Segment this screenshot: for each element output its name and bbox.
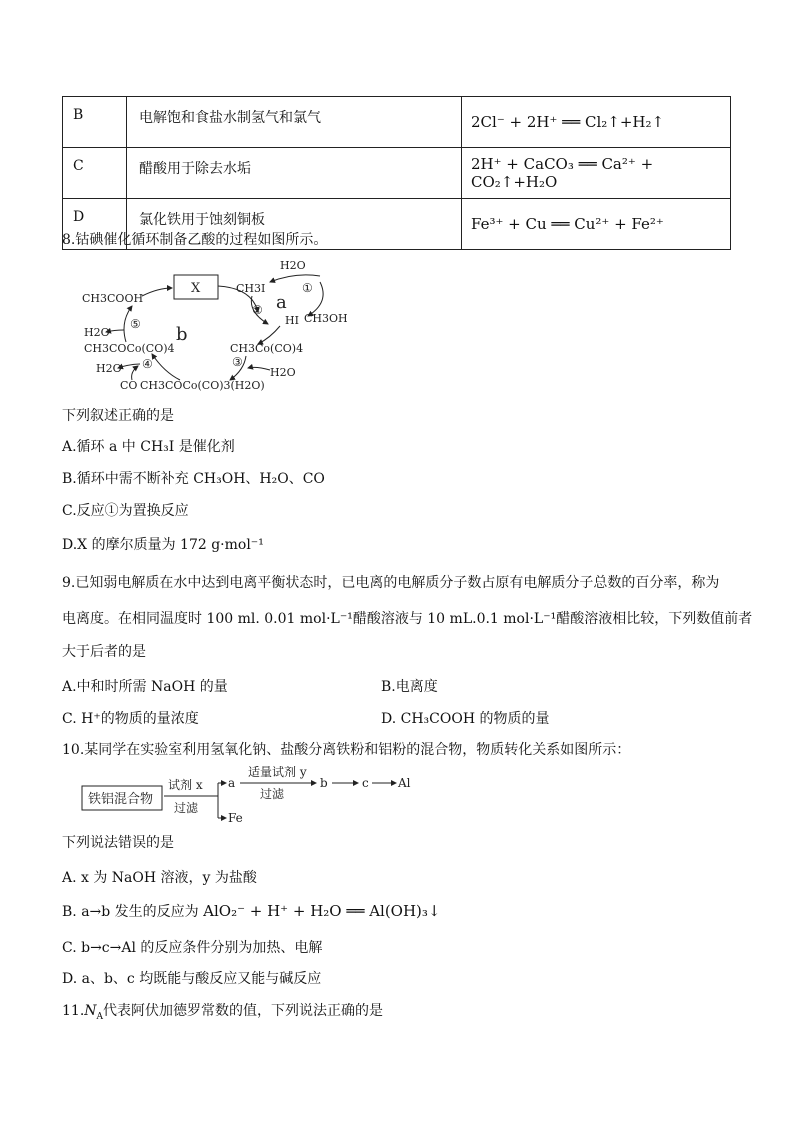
cycle-a-label: a: [276, 292, 287, 313]
q9-option-d: D. CH₃COOH 的物质的量: [381, 711, 550, 727]
q11-na-symbol: N: [84, 1003, 97, 1019]
cycle-b-label: b: [176, 324, 188, 345]
q9-stem-line3: 大于后者的是: [62, 644, 146, 660]
q11-na-subscript: A: [96, 1011, 104, 1022]
q8-catalytic-cycle-diagram: [80, 252, 352, 394]
reagent-y-label: 适量试剂 y: [248, 766, 307, 779]
ch3oh-label: CH3OH: [304, 312, 348, 325]
reagent-x-label: 试剂 x: [168, 778, 203, 792]
mixture-label: 铁铝混合物: [88, 792, 154, 807]
co-label: CO: [120, 379, 138, 392]
x-label: X: [191, 281, 201, 296]
row-label: D: [63, 199, 127, 250]
ch3co4-label: CH3Co(CO)4: [230, 342, 304, 355]
row-equation: Fe³⁺ + Cu ══ Cu²⁺ + Fe²⁺: [462, 199, 731, 250]
q8-stem: 8.钴碘催化循环制备乙酸的过程如图所示。: [62, 232, 328, 248]
a-label: a: [228, 776, 236, 790]
b-label: b: [320, 776, 328, 790]
q8-prompt: 下列叙述正确的是: [62, 408, 174, 424]
h2o-4-label: H2O: [96, 362, 122, 375]
q8-option-b: B.循环中需不断补充 CH₃OH、H₂O、CO: [62, 471, 325, 487]
q10-flow-diagram: [80, 766, 420, 824]
row-label: C: [63, 148, 127, 199]
step-2-label: ②: [252, 303, 263, 317]
step-5-label: ⑤: [130, 317, 141, 331]
al-label: Al: [398, 776, 411, 790]
table-row: [63, 148, 731, 199]
q10-stem: 10.某同学在实验室利用氢氧化钠、盐酸分离铁粉和铝粉的混合物，物质转化关系如图所示：: [62, 742, 631, 758]
options-table: [62, 96, 731, 250]
q10-option-b: [62, 902, 441, 921]
row-equation: 2H⁺ + CaCO₃ ══ Ca²⁺ + CO₂↑+H₂O: [462, 148, 731, 199]
q10-prompt: 下列说法错误的是: [62, 835, 174, 851]
hi-label: HI: [285, 314, 299, 327]
q10-option-b-prefix: B. a→b 发生的反应为: [62, 904, 199, 920]
row-desc: 氯化铁用于蚀刻铜板: [127, 199, 462, 250]
ch3cooh-label: CH3COOH: [82, 292, 144, 305]
ch3coco3h2o-label: CH3COCo(CO)3(H2O): [140, 379, 265, 392]
h2o-5-label: H2O: [84, 326, 110, 339]
q10-option-a: A. x 为 NaOH 溶液，y 为盐酸: [62, 870, 257, 886]
filter-2-label: 过滤: [260, 787, 285, 801]
q10-option-b-equation: AlO₂⁻ + H⁺ + H₂O ══ Al(OH)₃↓: [203, 902, 441, 920]
table-row: [63, 97, 731, 148]
row-desc: 醋酸用于除去水垢: [127, 148, 462, 199]
fe-label: Fe: [228, 811, 243, 824]
row-equation: 2Cl⁻ + 2H⁺ ══ Cl₂↑+H₂↑: [462, 97, 731, 148]
h2o-top-label: H2O: [280, 259, 306, 272]
q10-option-d: D. a、b、c 均既能与酸反应又能与碱反应: [62, 971, 322, 987]
q9-option-b: B.电离度: [381, 679, 438, 695]
q11-number: 11.: [62, 1003, 85, 1019]
q9-option-c: C. H⁺的物质的量浓度: [62, 711, 199, 727]
filter-1-label: 过滤: [174, 801, 199, 815]
row-desc: 电解饱和食盐水制氢气和氯气: [127, 97, 462, 148]
c-label: c: [362, 776, 369, 790]
step-1-label: ①: [302, 281, 313, 295]
q9-stem-line1: 9.已知弱电解质在水中达到电离平衡状态时，已电离的电解质分子数占原有电解质分子总数的百分率，称为: [62, 575, 720, 591]
q10-option-c: C. b→c→Al 的反应条件分别为加热、电解: [62, 940, 323, 956]
step-3-label: ③: [232, 355, 243, 369]
q11-stem: [62, 1002, 383, 1020]
h2o-3-label: H2O: [270, 366, 296, 379]
q9-option-a: A.中和时所需 NaOH 的量: [62, 679, 228, 695]
ch3coco4-label: CH3COCo(CO)4: [84, 342, 175, 355]
q8-option-c: C.反应①为置换反应: [62, 503, 189, 519]
row-label: B: [63, 97, 127, 148]
q11-text: 代表阿伏加德罗常数的值，下列说法正确的是: [103, 1003, 384, 1019]
q8-option-a: A.循环 a 中 CH₃I 是催化剂: [62, 439, 235, 455]
step-4-label: ④: [142, 357, 153, 371]
q8-option-d: D.X 的摩尔质量为 172 g·mol⁻¹: [62, 537, 264, 553]
q9-stem-line2: 电离度。在相同温度时 100 ml. 0.01 mol·L⁻¹醋酸溶液与 10 mL.0.1 mol·L⁻¹醋酸溶液相比较，下列数值前者: [62, 611, 753, 627]
ch3i-label: CH3I: [236, 282, 266, 295]
